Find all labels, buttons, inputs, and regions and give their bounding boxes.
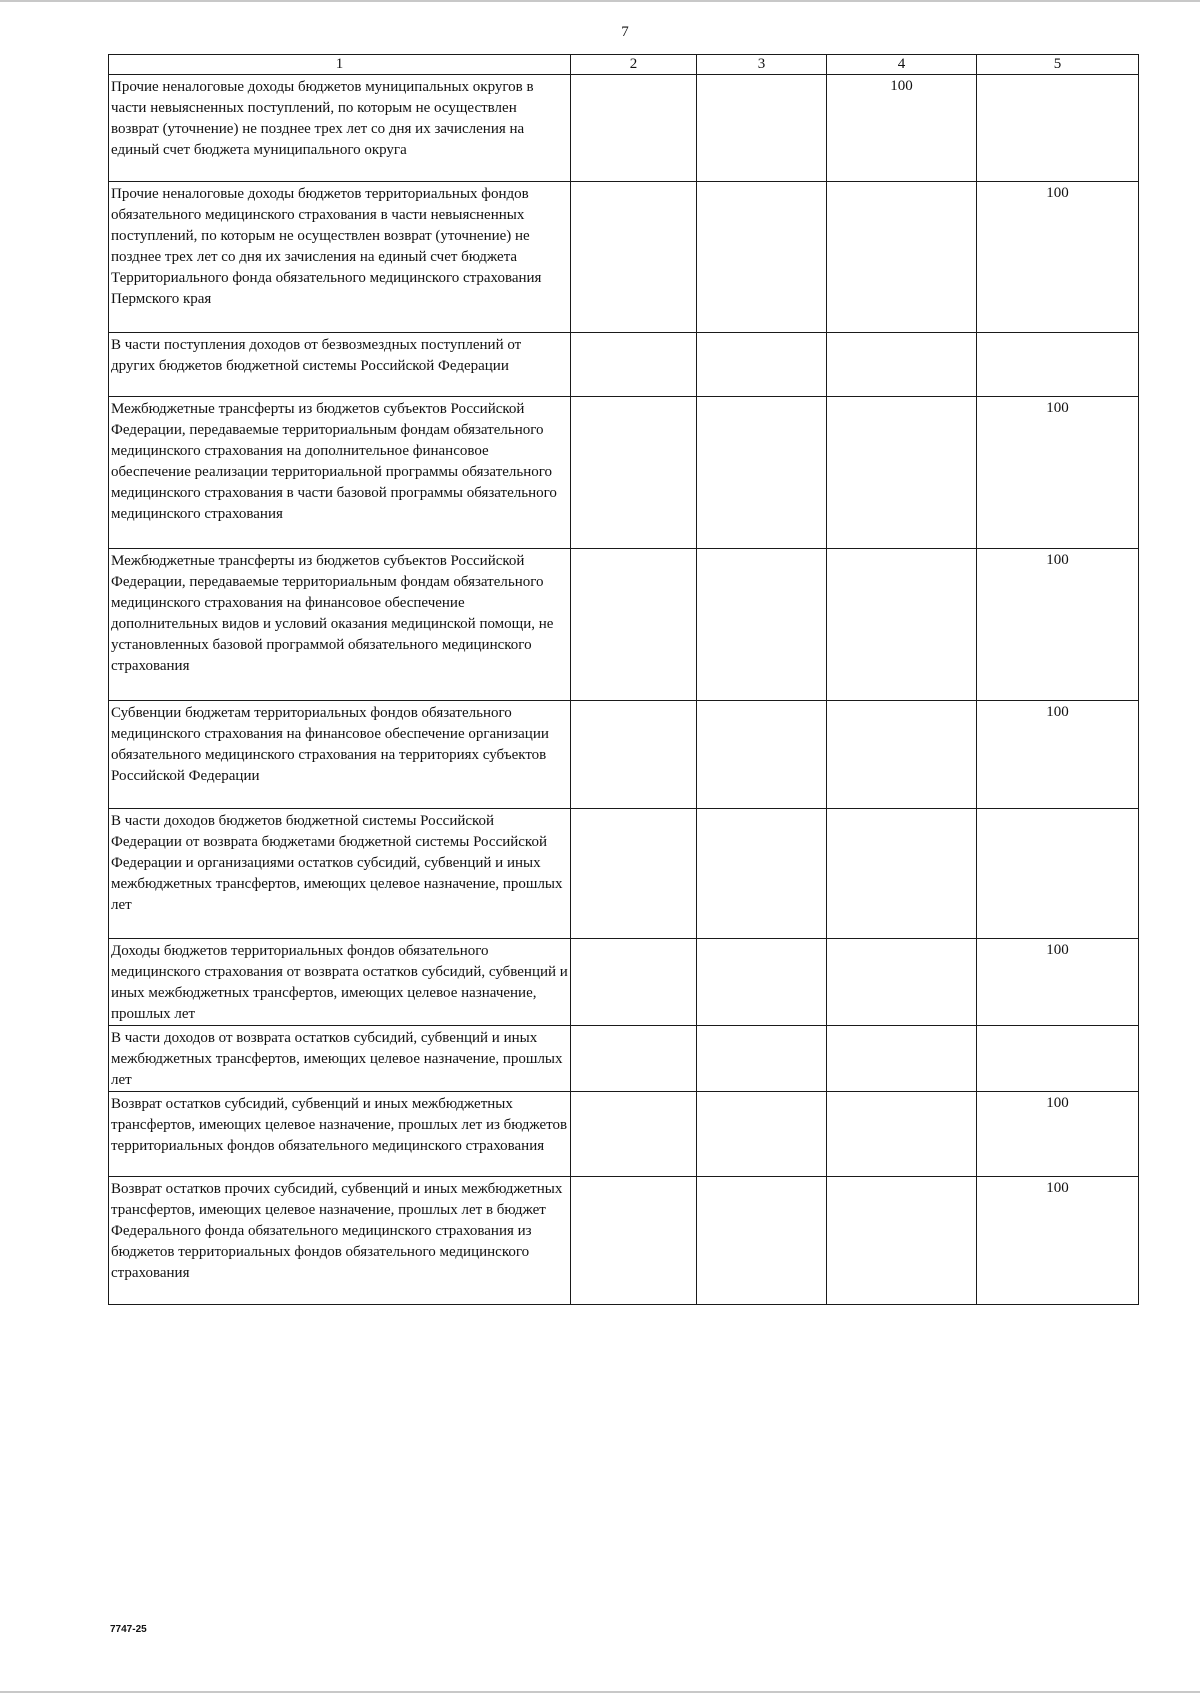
row-value-col4: 100 bbox=[827, 75, 977, 182]
table-row bbox=[109, 1026, 1139, 1092]
row-description: Доходы бюджетов территориальных фондов обязательного медицинского страхования от возврата остатков субсидий, субвенций и иных межбюджетных трансфертов, имеющих целевое назначение, прошлых лет bbox=[109, 939, 571, 1026]
row-value-col2 bbox=[571, 397, 697, 549]
row-value-col5 bbox=[977, 809, 1139, 939]
row-description: В части доходов от возврата остатков субсидий, субвенций и иных межбюджетных трансфертов, имеющих целевое назначение, прошлых лет bbox=[109, 1026, 571, 1092]
column-header-1: 1 bbox=[109, 55, 571, 75]
row-value-col5 bbox=[977, 1026, 1139, 1092]
row-value-col4 bbox=[827, 549, 977, 701]
row-value-col2 bbox=[571, 333, 697, 397]
row-value-col4 bbox=[827, 1177, 977, 1305]
row-value-col3 bbox=[697, 809, 827, 939]
row-value-col3 bbox=[697, 939, 827, 1026]
column-header-4: 4 bbox=[827, 55, 977, 75]
row-value-col5: 100 bbox=[977, 1177, 1139, 1305]
table-row bbox=[109, 939, 1139, 1026]
row-value-col5: 100 bbox=[977, 939, 1139, 1026]
row-description: В части доходов бюджетов бюджетной системы Российской Федерации от возврата бюджетами бюджетной системы Российской Федерации и организациями остатков субсидий, субвенций и иных межбюджетных трансфертов, имеющих целевое назначение, прошлых лет bbox=[109, 809, 571, 939]
row-description: Возврат остатков прочих субсидий, субвенций и иных межбюджетных трансфертов, имеющих целевое назначение, прошлых лет в бюджет Федерального фонда обязательного медицинского страхования из бюджетов территориальных фондов обязательного медицинского страхования bbox=[109, 1177, 571, 1305]
table-row bbox=[109, 182, 1139, 333]
row-value-col2 bbox=[571, 809, 697, 939]
row-value-col3 bbox=[697, 1026, 827, 1092]
row-value-col3 bbox=[697, 397, 827, 549]
table-row bbox=[109, 549, 1139, 701]
page-number: 7 bbox=[621, 24, 629, 40]
table-row bbox=[109, 701, 1139, 809]
row-value-col2 bbox=[571, 701, 697, 809]
row-value-col4 bbox=[827, 182, 977, 333]
row-value-col5: 100 bbox=[977, 1092, 1139, 1177]
row-description: Межбюджетные трансферты из бюджетов субъектов Российской Федерации, передаваемые территориальным фондам обязательного медицинского страхования на дополнительное финансовое обеспечение реализации территориальной программы обязательного медицинского страхования в части базовой программы обязательного медицинского страхования bbox=[109, 397, 571, 549]
table-row bbox=[109, 75, 1139, 182]
row-value-col2 bbox=[571, 939, 697, 1026]
row-value-col3 bbox=[697, 333, 827, 397]
column-header-3: 3 bbox=[697, 55, 827, 75]
row-value-col4 bbox=[827, 397, 977, 549]
row-value-col3 bbox=[697, 1177, 827, 1305]
row-value-col4 bbox=[827, 701, 977, 809]
row-value-col2 bbox=[571, 1092, 697, 1177]
revenue-table bbox=[108, 54, 1139, 1305]
row-description: В части поступления доходов от безвозмездных поступлений от других бюджетов бюджетной системы Российской Федерации bbox=[109, 333, 571, 397]
row-description: Субвенции бюджетам территориальных фондов обязательного медицинского страхования на финансовое обеспечение организации обязательного медицинского страхования на территориях субъектов Российской Федерации bbox=[109, 701, 571, 809]
table-row bbox=[109, 809, 1139, 939]
document-code: 7747-25 bbox=[110, 1624, 147, 1635]
row-value-col2 bbox=[571, 1026, 697, 1092]
row-value-col3 bbox=[697, 549, 827, 701]
header-row bbox=[109, 55, 1139, 75]
table-row bbox=[109, 397, 1139, 549]
scan-edge-top bbox=[0, 0, 1200, 2]
row-value-col3 bbox=[697, 701, 827, 809]
row-value-col5 bbox=[977, 75, 1139, 182]
row-description: Межбюджетные трансферты из бюджетов субъектов Российской Федерации, передаваемые территориальным фондам обязательного медицинского страхования на финансовое обеспечение дополнительных видов и условий оказания медицинской помощи, не установленных базовой программой обязательного медицинского страхования bbox=[109, 549, 571, 701]
row-value-col3 bbox=[697, 75, 827, 182]
row-value-col4 bbox=[827, 1092, 977, 1177]
row-value-col4 bbox=[827, 1026, 977, 1092]
table-row bbox=[109, 1177, 1139, 1305]
row-value-col3 bbox=[697, 1092, 827, 1177]
row-value-col5: 100 bbox=[977, 701, 1139, 809]
row-description: Возврат остатков субсидий, субвенций и иных межбюджетных трансфертов, имеющих целевое назначение, прошлых лет из бюджетов территориальных фондов обязательного медицинского страхования bbox=[109, 1092, 571, 1177]
row-value-col3 bbox=[697, 182, 827, 333]
row-value-col4 bbox=[827, 333, 977, 397]
row-value-col2 bbox=[571, 182, 697, 333]
row-value-col4 bbox=[827, 939, 977, 1026]
column-header-2: 2 bbox=[571, 55, 697, 75]
column-header-5: 5 bbox=[977, 55, 1139, 75]
table-header bbox=[109, 55, 1139, 75]
row-value-col4 bbox=[827, 809, 977, 939]
row-value-col2 bbox=[571, 549, 697, 701]
table-row bbox=[109, 333, 1139, 397]
row-value-col5 bbox=[977, 333, 1139, 397]
row-description: Прочие неналоговые доходы бюджетов муниципальных округов в части невыясненных поступлений, по которым не осуществлен возврат (уточнение) не позднее трех лет со дня их зачисления на единый счет бюджета муниципального округа bbox=[109, 75, 571, 182]
table-body bbox=[109, 75, 1139, 1305]
row-description: Прочие неналоговые доходы бюджетов территориальных фондов обязательного медицинского страхования в части невыясненных поступлений, по которым не осуществлен возврат (уточнение) не позднее трех лет со дня их зачисления на единый счет бюджета Территориального фонда обязательного медицинского страхования Пермского края bbox=[109, 182, 571, 333]
row-value-col5: 100 bbox=[977, 182, 1139, 333]
row-value-col2 bbox=[571, 1177, 697, 1305]
row-value-col2 bbox=[571, 75, 697, 182]
table-row bbox=[109, 1092, 1139, 1177]
row-value-col5: 100 bbox=[977, 397, 1139, 549]
row-value-col5: 100 bbox=[977, 549, 1139, 701]
